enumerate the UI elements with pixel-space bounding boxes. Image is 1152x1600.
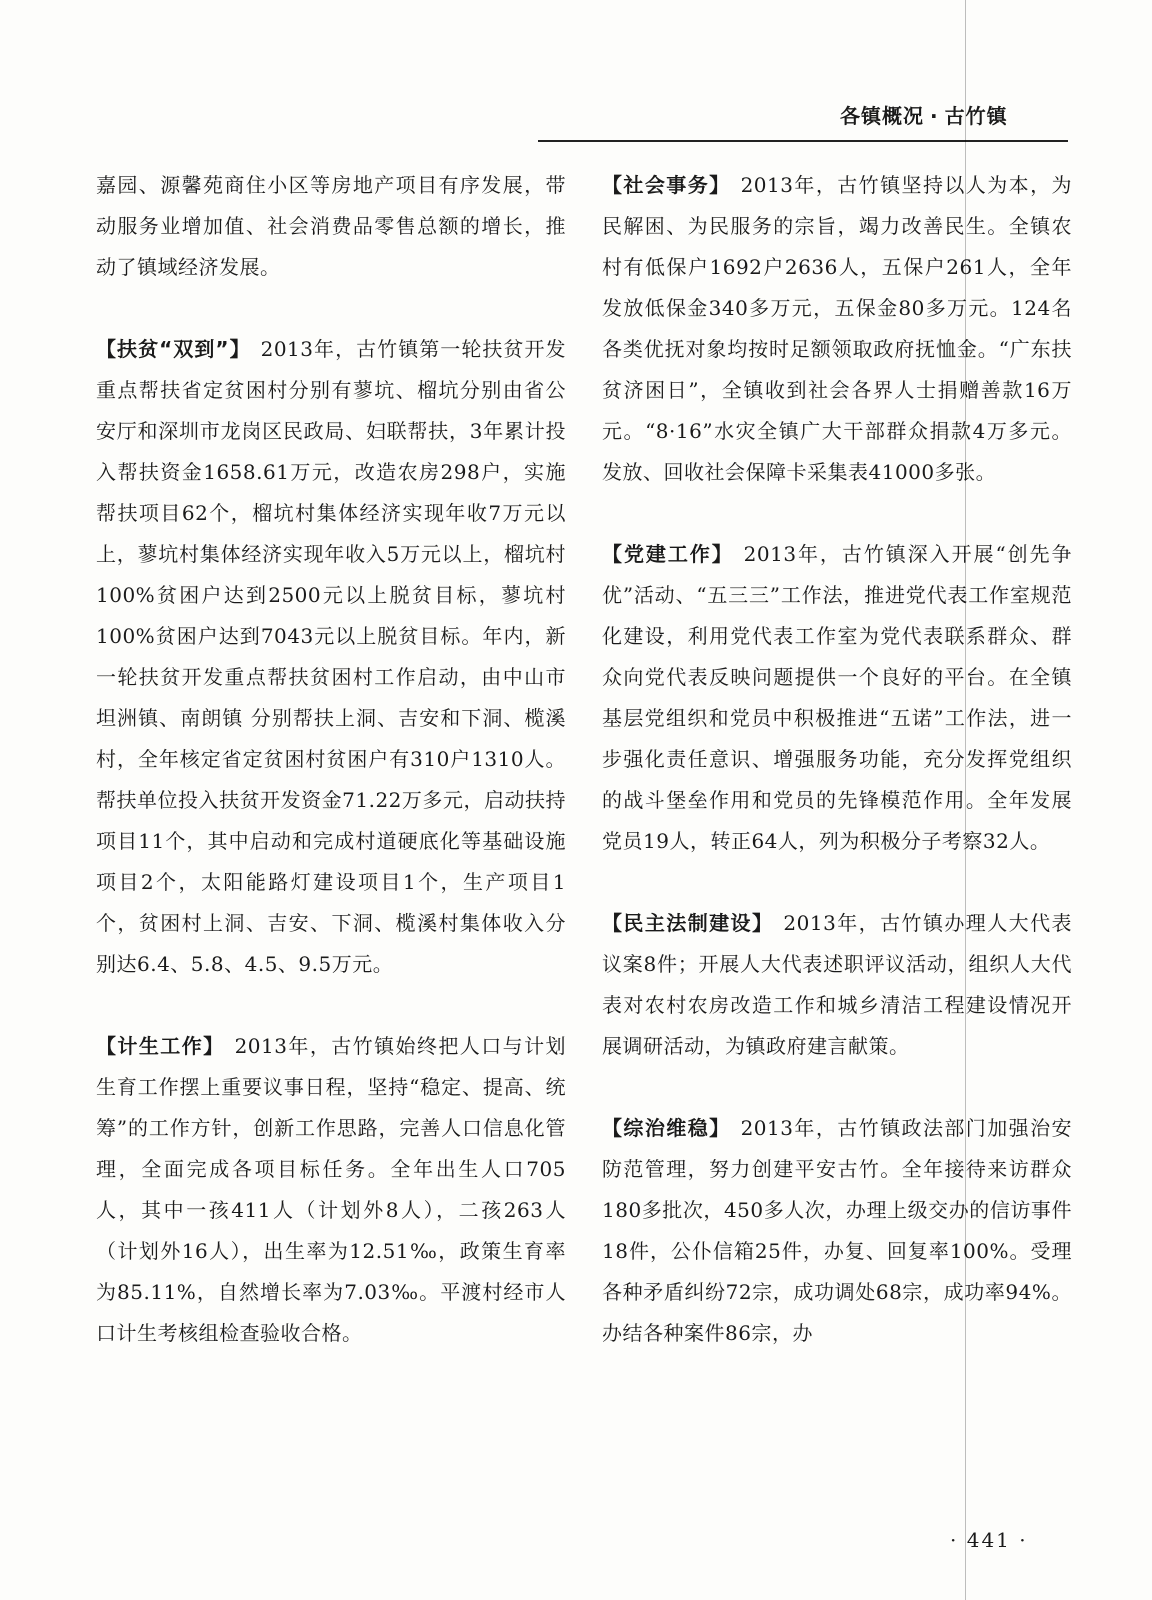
left-paragraph-family-planning <box>96 1026 566 1354</box>
page-number: · 441 · <box>950 1528 1028 1552</box>
section-heading-social-affairs: 【社会事务】 <box>602 173 731 197</box>
section-body-public-security: 2013年，古竹镇政法部门加强治安防范管理，努力创建平安古竹。全年接待来访群众180多批次，450多人次，办理上级交办的信访事件18件，公仆信箱25件，办复、回复率100%。受理各种矛盾纠纷72宗，成功调处68宗，成功率94%。办结各种案件86宗，办 <box>602 1116 1072 1345</box>
left-paragraph-continuation: 嘉园、源馨苑商住小区等房地产项目有序发展，带动服务业增加值、社会消费品零售总额的增长，推动了镇域经济发展。 <box>96 173 566 279</box>
page-fold-line <box>965 0 966 1600</box>
section-body-social-affairs: 2013年，古竹镇坚持以人为本，为民解困、为民服务的宗旨，竭力改善民生。全镇农村有低保户1692户2636人，五保户261人，全年发放低保金340多万元，五保金80多万元。124名各类优抚对象均按时足额领取政府抚恤金。“广东扶贫济困日”，全镇收到社会各界人士捐赠善款16万元。“8·16”水灾全镇广大干部群众捐款4万多元。发放、回收社会保障卡采集表41000多张。 <box>602 173 1072 484</box>
left-paragraph-poverty <box>96 329 566 985</box>
section-heading-legal: 【民主法制建设】 <box>602 911 774 935</box>
header-dot: · <box>930 104 939 128</box>
header-town: 古竹镇 <box>944 104 1008 128</box>
section-heading-family-planning: 【计生工作】 <box>96 1034 225 1058</box>
right-paragraph-legal <box>602 903 1072 1067</box>
section-body-legal: 2013年，古竹镇办理人大代表议案8件；开展人大代表述职评议活动，组织人大代表对农村农房改造工作和城乡清洁工程建设情况开展调研活动，为镇政府建言献策。 <box>602 911 1073 1058</box>
header-rule <box>538 140 1068 142</box>
section-body-party-building: 2013年，古竹镇深入开展“创先争优”活动、“五三三”工作法，推进党代表工作室规范化建设，利用党代表工作室为党代表联系群众、群众向党代表反映问题提供一个良好的平台。在全镇基层党组织和党员中积极推进“五诺”工作法，进一步强化责任意识、增强服务功能，充分发挥党组织的战斗堡垒作用和党员的先锋模范作用。全年发展党员19人，转正64人，列为积极分子考察32人。 <box>602 542 1073 853</box>
section-heading-party-building: 【党建工作】 <box>602 542 734 566</box>
right-paragraph-social-affairs <box>602 165 1072 493</box>
right-column <box>602 165 1072 1354</box>
header-section: 各镇概况 <box>840 104 924 128</box>
left-column <box>96 165 566 1354</box>
section-body-poverty: 2013年，古竹镇第一轮扶贫开发重点帮扶省定贫困村分别有蓼坑、榴坑分别由省公安厅和深圳市龙岗区民政局、妇联帮扶，3年累计投入帮扶资金1658.61万元，改造农房298户，实施帮扶项目62个，榴坑村集体经济实现年收7万元以上，蓼坑村集体经济实现年收入5万元以上，榴坑村100%贫困户达到2500元以上脱贫目标，蓼坑村100%贫困户达到7043元以上脱贫目标。年内，新一轮扶贫开发重点帮扶贫困村工作启动，由中山市坦洲镇、南朗镇 分别帮扶上洞、吉安和下洞、榄溪村，全年核定省定贫困村贫困户有310户1310人。帮扶单位投入扶贫开发资金71.22万多元，启动扶持项目11个，其中启动和完成村道硬底化等基础设施项目2个，太阳能路灯建设项目1个，生产项目1个，贫困村上洞、吉安、下洞、榄溪村集体收入分别达6.4、5.8、4.5、9.5万元。 <box>96 337 566 976</box>
section-heading-poverty: 【扶贫“双到”】 <box>96 337 251 361</box>
right-paragraph-party-building <box>602 534 1072 862</box>
right-paragraph-public-security <box>602 1108 1072 1354</box>
running-header <box>840 100 1060 129</box>
section-body-family-planning: 2013年，古竹镇始终把人口与计划生育工作摆上重要议事日程，坚持“稳定、提高、统筹”的工作方针，创新工作思路，完善人口信息化管理，全面完成各项目标任务。全年出生人口705人，其中一孩411人（计划外8人），二孩263人（计划外16人），出生率为12.51‰，政策生育率为85.11%，自然增长率为7.03‰。平渡村经市人口计生考核组检查验收合格。 <box>96 1034 566 1345</box>
section-heading-public-security: 【综治维稳】 <box>602 1116 731 1140</box>
